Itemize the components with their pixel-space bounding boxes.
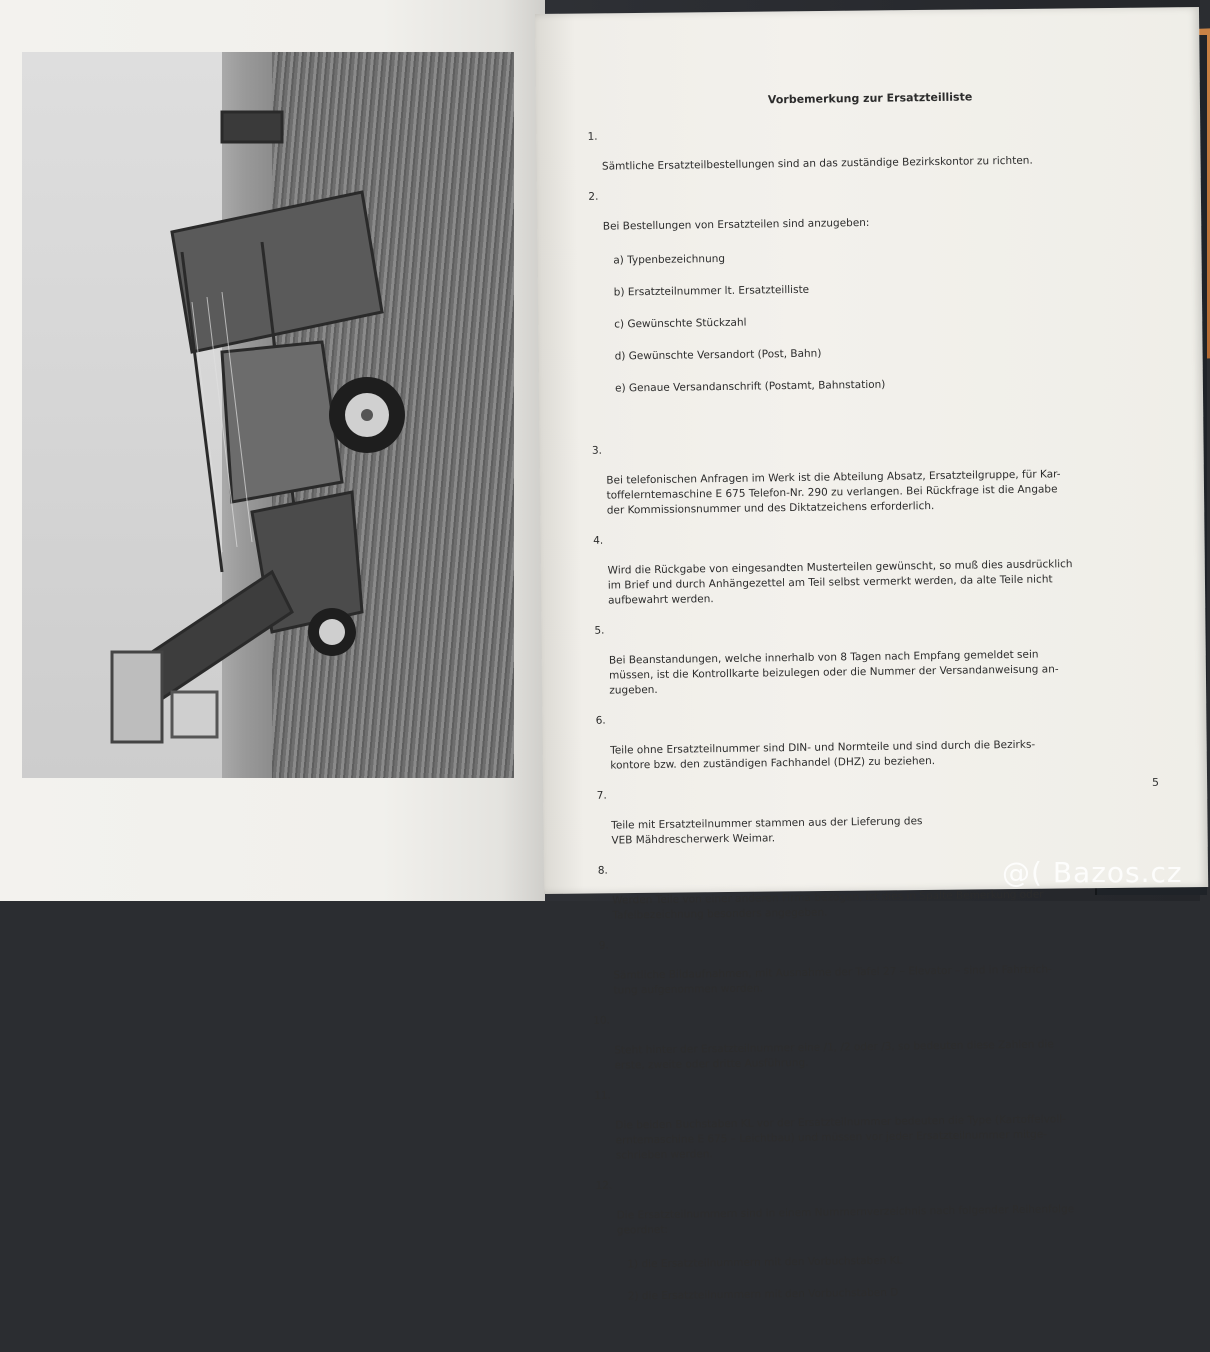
item-number: 7. <box>596 789 607 802</box>
machine-photo <box>22 52 514 778</box>
list-item <box>585 781 1176 849</box>
sub-item: 1) die Ersatzteilnummern mit den Vorbuchstaben KL <box>627 1254 903 1271</box>
item-number: 5. <box>594 624 605 637</box>
sub-item: 2) die Ersatzteilnummern mit den Vorbuchstaben D <box>627 1286 899 1303</box>
item-text: Teile ohne Ersatzteilnummer sind DIN- und Normteile und sind durch die Bezirks- kontore bzw. den zuständigen Fachhandel (DHZ) zu beziehen. <box>610 738 1036 772</box>
item-text: Steht hinter der Ersatzteilnummer eine /1, /2 oder /3, so bedeuten diese Zahlen die erste, zweite oder dritte Ausführung. <box>614 1038 1054 1072</box>
item-text: Die Ersatzteilnummern sind in einem Nummernverzeichnis nach folgender Reihenfolge geordnet: <box>616 1203 1075 1237</box>
document-text <box>575 87 1182 1352</box>
list-item <box>581 526 1172 609</box>
sub-list <box>613 231 1169 414</box>
item-text: Werden Teile von einer anderen Firma bezogen, ist dies in Spalte Bemerkung oder Tafelbezeichnung besonders angegeben. <box>612 888 1044 922</box>
item-number: 4. <box>593 534 604 547</box>
list-item <box>588 1006 1179 1074</box>
sub-item: e) Genaue Versandanschrift (Postamt, Bahnstation) <box>615 378 886 395</box>
document-heading: Vorbemerkung zur Ersatzteilliste <box>767 90 973 107</box>
item-number: 3. <box>591 444 603 457</box>
item-number: 10. <box>593 1014 611 1027</box>
sub-list <box>627 1235 1182 1322</box>
sub-item: a) Typenbezeichnung <box>613 252 726 267</box>
item-text: Sämtliche Bildaufnahmen, mit Ausnahme der Tafel 27 – Elevator – sind in Fahrtrich- tung aufgenommen worden. <box>613 963 1052 997</box>
list-item <box>587 931 1178 999</box>
item-text: Teile mit Ersatzteilnummer stammen aus der Lieferung des VEB Mähdrescherwerk Weimar. <box>611 815 923 847</box>
item-number: 6. <box>595 714 606 727</box>
item-number: 8. <box>597 864 608 877</box>
item-number: 1. <box>587 130 598 143</box>
item-number: 12. <box>595 1179 613 1192</box>
watermark: @( Bazos.cz <box>1002 856 1183 889</box>
item-text: Bei Bestellungen von Ersatzteilen sind anzugeben: <box>602 216 870 233</box>
item-text: Bei Beanstandungen, welche innerhalb von 8 Tagen nach Empfang gemeldet sein müssen, ist die Kontrollkarte beizulegen oder die Nummer der Versandanweisung an- zugeben. <box>608 648 1059 697</box>
harvester-illustration <box>22 52 514 778</box>
list-item <box>582 616 1173 699</box>
item-number: 9. <box>598 939 609 952</box>
left-page <box>0 0 545 901</box>
item-number: 2. <box>588 190 599 203</box>
list-item <box>580 436 1171 519</box>
list-item <box>584 706 1175 774</box>
list-item <box>575 122 1166 175</box>
list-item <box>589 1081 1180 1164</box>
item-text: Wird die Rückgabe von eingesandten Musterteilen gewünscht, so muß dies ausdrücklich im Brief und durch Anhängezettel am Teil selbst vermerkt werden, da alte Teile nicht aufbewahrt werden. <box>607 558 1073 607</box>
list-item <box>576 182 1169 429</box>
list-item <box>590 1171 1182 1337</box>
item-number: 11. <box>594 1089 612 1102</box>
item-text: Sämtliche Ersatzteilbestellungen sind an das zuständige Bezirkskontor zu richten. <box>601 154 1033 173</box>
sub-item: c) Gewünschte Stückzahl <box>614 316 747 331</box>
sub-item: d) Gewünschte Versandort (Post, Bahn) <box>614 347 822 363</box>
item-text: Die beiden Buchstaben KL vor der Ersatzteilnummer bedeuten die Type (Kartoffelvoll- erntemaschine E 675 – Leichtbau) und müssen vor jeder Ersatzteilnummer mitge- schrieben werden. <box>615 1113 1067 1162</box>
item-text: Bei telefonischen Anfragen im Werk ist die Abteilung Absatz, Ersatzteilgruppe, für Kar- toffelerntemaschine E 675 Telefon-Nr. 290 zu verlangen. Bei Rückfrage ist die Angabe der Kommissionsnummer und des Diktatzeichens erforderlich. <box>606 468 1061 517</box>
sub-item: b) Ersatzteilnummer lt. Ersatzteilliste <box>613 283 810 299</box>
page-number: 5 <box>1152 776 1159 789</box>
